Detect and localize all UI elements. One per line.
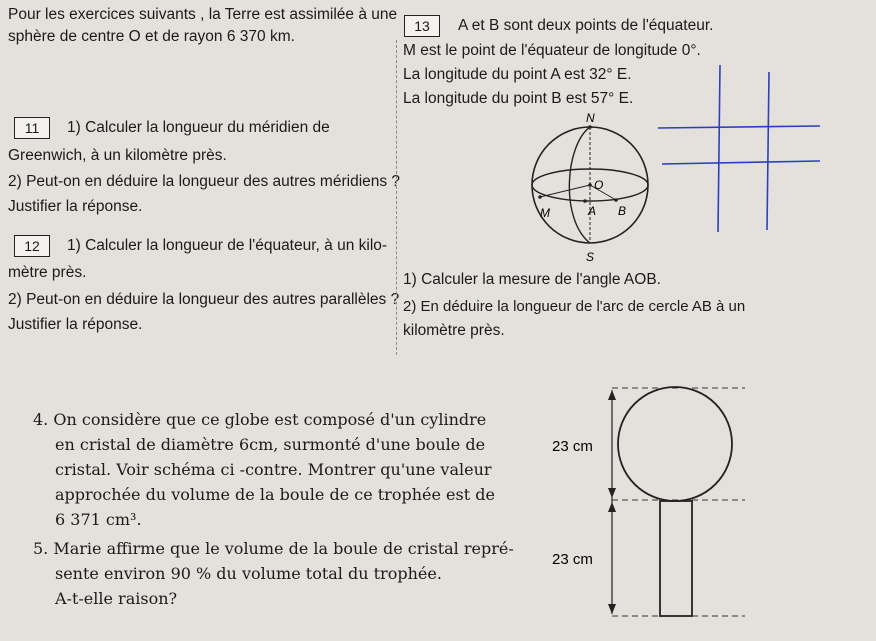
exercise-12-q1: 1) Calculer la longueur de l'équateur, à un kilo- xyxy=(67,237,388,254)
radius-om xyxy=(540,185,590,197)
crystal-cylinder xyxy=(660,501,692,616)
label-n: N xyxy=(586,111,595,125)
exercise-13-q2-cont: kilomètre près. xyxy=(403,322,505,339)
exercise-11-number: 11 xyxy=(14,117,50,139)
label-b: B xyxy=(618,204,627,218)
point-b xyxy=(614,198,618,202)
q4-line-4: approchée du volume de la boule de ce trophée est de xyxy=(55,485,495,504)
exercise-12-q2: 2) Peut-on en déduire la longueur des autres parallèles ? xyxy=(8,291,400,308)
q4-line-1: 4. On considère que ce globe est composé d'un cylindre xyxy=(33,410,487,429)
q5-line-1: 5. Marie affirme que le volume de la boule de cristal repré- xyxy=(33,539,514,558)
intro-line-2: sphère de centre O et de rayon 6 370 km. xyxy=(8,28,295,45)
point-o xyxy=(588,183,592,187)
label-m: M xyxy=(540,206,550,220)
grid-line-v2 xyxy=(767,72,769,230)
arrow-mid-down xyxy=(608,502,616,512)
exercise-13-line-4: La longitude du point B est 57° E. xyxy=(403,90,634,107)
meridian-curve xyxy=(569,127,590,243)
exercise-13-line-1: A et B sont deux points de l'équateur. xyxy=(458,17,714,34)
globe-diagram xyxy=(520,110,665,265)
column-separator xyxy=(396,40,397,355)
q4-line-2: en cristal de diamètre 6cm, surmonté d'une boule de xyxy=(55,435,486,454)
arrow-bottom xyxy=(608,604,616,614)
label-s: S xyxy=(586,250,595,264)
exercise-12-number: 12 xyxy=(14,235,50,257)
q5-line-2: sente environ 90 % du volume total du trophée. xyxy=(55,564,442,583)
arrow-top xyxy=(608,390,616,400)
trophy-diagram xyxy=(550,380,760,635)
grid-sketch xyxy=(650,60,825,240)
label-23cm-bottom: 23 cm xyxy=(552,551,593,568)
exercise-11-q2-cont: Justifier la réponse. xyxy=(8,198,143,215)
label-o: O xyxy=(594,178,604,192)
exercise-13-number: 13 xyxy=(404,15,440,37)
exercise-13-line-3: La longitude du point A est 32° E. xyxy=(403,66,632,83)
exercise-12-q2-cont: Justifier la réponse. xyxy=(8,316,143,333)
point-m xyxy=(538,195,542,199)
grid-line-h2 xyxy=(662,161,820,164)
grid-line-v1 xyxy=(718,65,720,232)
intro-line-1: Pour les exercices suivants , la Terre est assimilée à une xyxy=(8,6,398,23)
label-a: A xyxy=(588,204,597,218)
q5-line-3: A-t-elle raison? xyxy=(55,589,178,608)
exercise-11-q1: 1) Calculer la longueur du méridien de xyxy=(67,119,330,136)
exercise-13-q2: 2) En déduire la longueur de l'arc de cercle AB à un xyxy=(403,298,746,315)
label-23cm-top: 23 cm xyxy=(552,438,593,455)
q4-line-5: 6 371 cm³. xyxy=(55,510,142,529)
exercise-13-line-2: M est le point de l'équateur de longitude 0°. xyxy=(403,42,701,59)
arrow-mid-up xyxy=(608,488,616,498)
exercise-11-q1-cont: Greenwich, à un kilomètre près. xyxy=(8,147,227,164)
exercise-13-q1: 1) Calculer la mesure de l'angle AOB. xyxy=(403,271,661,288)
grid-line-h1 xyxy=(658,126,820,128)
crystal-sphere xyxy=(618,387,732,501)
exercise-11-q2: 2) Peut-on en déduire la longueur des autres méridiens ? xyxy=(8,173,401,190)
exercise-12-q1-cont: mètre près. xyxy=(8,264,87,281)
point-a xyxy=(583,199,587,203)
point-n xyxy=(588,125,592,129)
q4-line-3: cristal. Voir schéma ci -contre. Montrer qu'une valeur xyxy=(55,460,492,479)
